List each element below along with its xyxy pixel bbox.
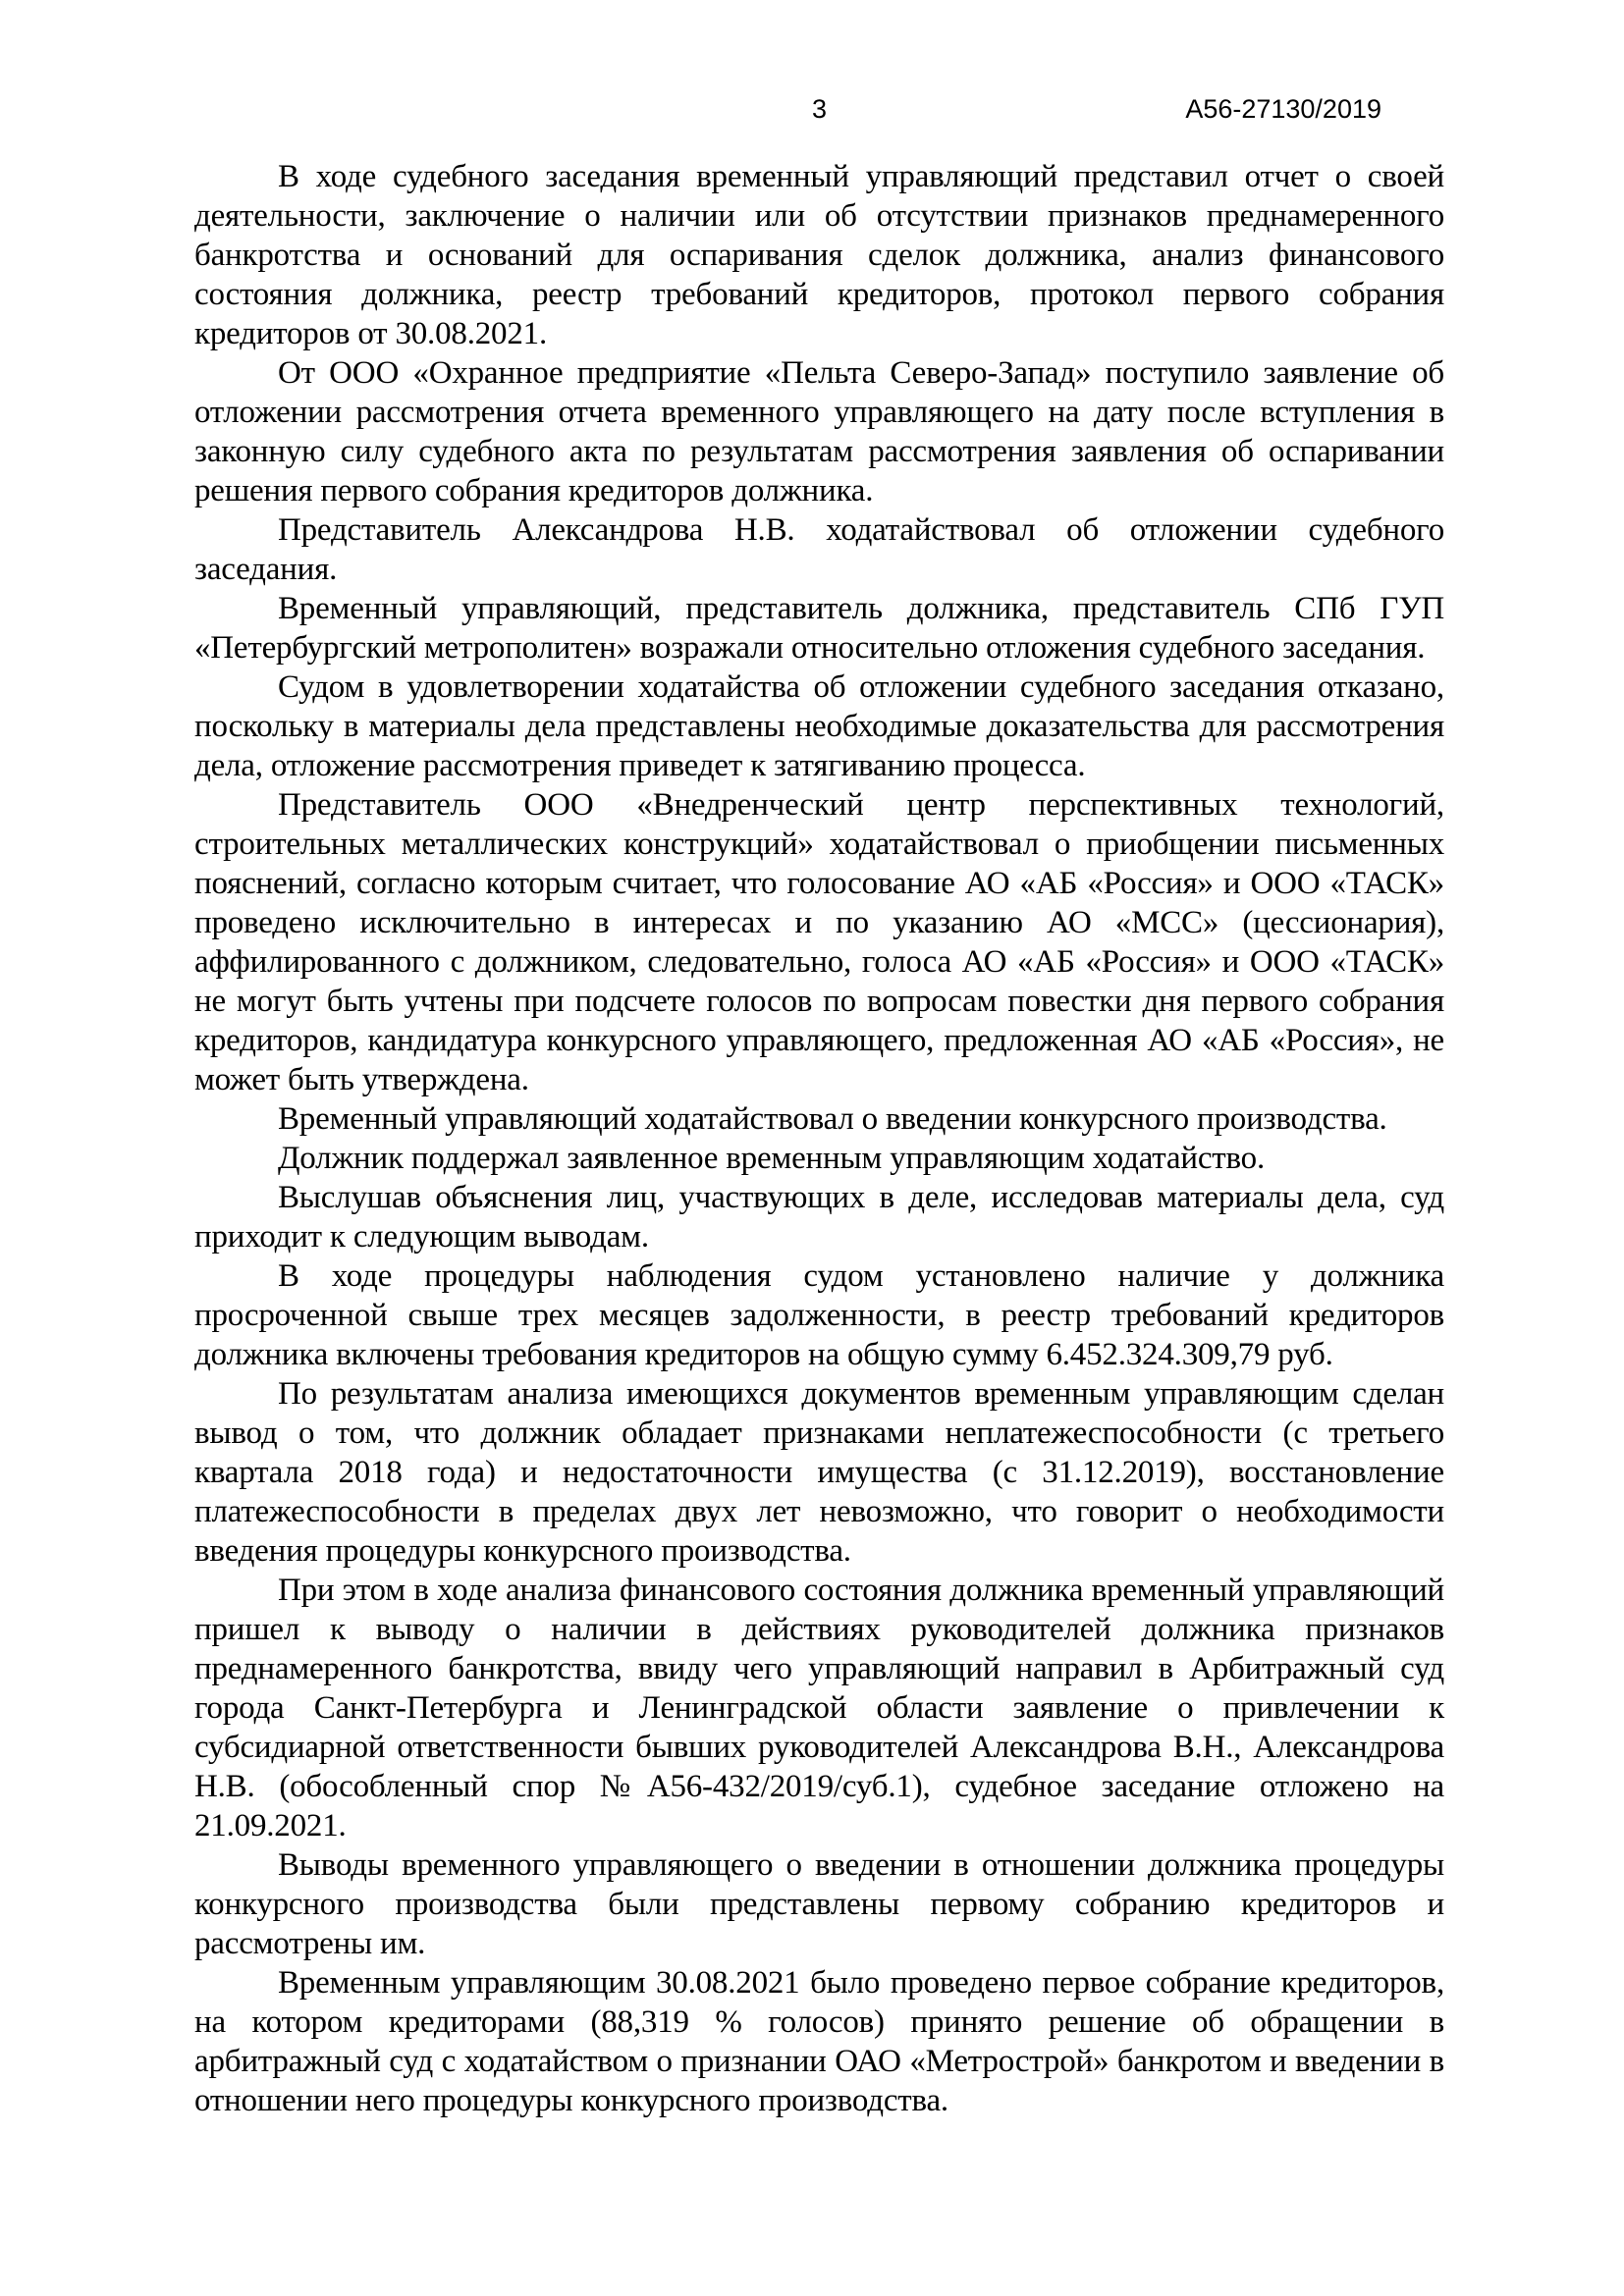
paragraph-objections: Временный управляющий, представитель должника, представитель СПб ГУП «Петербургский метрополитен» возражали относительно отложения судебного заседания. — [194, 591, 1444, 666]
paragraph-aleksandrov-motion: Представитель Александрова Н.В. ходатайствовал об отложении судебного заседания. — [194, 512, 1444, 587]
paragraph-subsidiary-liability: При этом в ходе анализа финансового состояния должника временный управляющий пришел к выводу о наличии в действиях руководителей должника признаков преднамеренного банкротства, ввиду чего управляющий направил в Арбитражный суд города Санкт-Петербурга и Ленинградской области заявление о привлечении к субсидиарной ответственности бывших руководителей Александрова В.Н., Александрова Н.В. (обособленный спор №А56-432/2019/суб.1), судебное заседание отложено на 21.09.2021. — [194, 1573, 1444, 1843]
paragraph-insolvency-analysis: По результатам анализа имеющихся документов временным управляющим сделан вывод о том, что должник обладает признаками неплатежеспособности (с третьего квартала 2018 года) и недостаточности имущества (с 31.12.2019), восстановление платежеспособности в пределах двух лет невозможно, что говорит о необходимости введения процедуры конкурсного производства. — [194, 1376, 1444, 1569]
case-number: А56-27130/2019 — [1185, 94, 1381, 124]
paragraph-first-meeting-decision: Временным управляющим 30.08.2021 было проведено первое собрание кредиторов, на котором кредиторами (88,319 % голосов) принято решение об обращении в арбитражный суд с ходатайством о признании ОАО «Метрострой» банкротом и введении в отношении него процедуры конкурсного производства. — [194, 1965, 1444, 2118]
page-header — [194, 94, 1444, 128]
paragraph-manager-motion: Временный управляющий ходатайствовал о введении конкурсного производства. — [278, 1101, 1387, 1137]
paragraph-court-refusal: Судом в удовлетворении ходатайства об отложении судебного заседания отказано, поскольку в материалы дела представлены необходимые доказательства для рассмотрения дела, отложение рассмотрения приведет к затягиванию процесса. — [194, 669, 1444, 783]
paragraph-creditors-review: Выводы временного управляющего о введении в отношении должника процедуры конкурсного производства были представлены первому собранию кредиторов и рассмотрены им. — [194, 1847, 1444, 1961]
paragraph-court-conclusions-intro: Выслушав объяснения лиц, участвующих в деле, исследовав материалы дела, суд приходит к следующим выводам. — [194, 1180, 1444, 1255]
document-body — [194, 157, 1444, 2120]
page-number: 3 — [811, 94, 828, 124]
paragraph-pelta-motion: От ООО «Охранное предприятие «Пельта Северо-Запад» поступило заявление об отложении рассмотрения отчета временного управляющего на дату после вступления в законную силу судебного акта по результатам рассмотрения заявления об оспаривании решения первого собрания кредиторов должника. — [194, 355, 1444, 508]
paragraph-hearing-report: В ходе судебного заседания временный управляющий представил отчет о своей деятельности, заключение о наличии или об отсутствии признаков преднамеренного банкротства и оснований для оспаривания сделок должника, анализ финансового состояния должника, реестр требований кредиторов, протокол первого собрания кредиторов от 30.08.2021. — [194, 159, 1444, 351]
paragraph-vnedrencheskiy-center: Представитель ООО «Внедренческий центр перспективных технологий, строительных металлических конструкций» ходатайствовал о приобщении письменных пояснений, согласно которым считает, что голосование АО «АБ «Россия» и ООО «ТАСК» проведено исключительно в интересах и по указанию АО «МСС» (цессионария), аффилированного с должником, следовательно, голоса АО «АБ «Россия» и ООО «ТАСК» не могут быть учтены при подсчете голосов по вопросам повестки дня первого собрания кредиторов, кандидатура конкурсного управляющего, предложенная АО «АБ «Россия», не может быть утверждена. — [194, 787, 1444, 1097]
paragraph-debt-amount: В ходе процедуры наблюдения судом установлено наличие у должника просроченной свыше трех месяцев задолженности, в реестр требований кредиторов должника включены требования кредиторов на общую сумму 6.452.324.309,79 руб. — [194, 1258, 1444, 1372]
paragraph-debtor-support: Должник поддержал заявленное временным управляющим ходатайство. — [278, 1141, 1266, 1176]
